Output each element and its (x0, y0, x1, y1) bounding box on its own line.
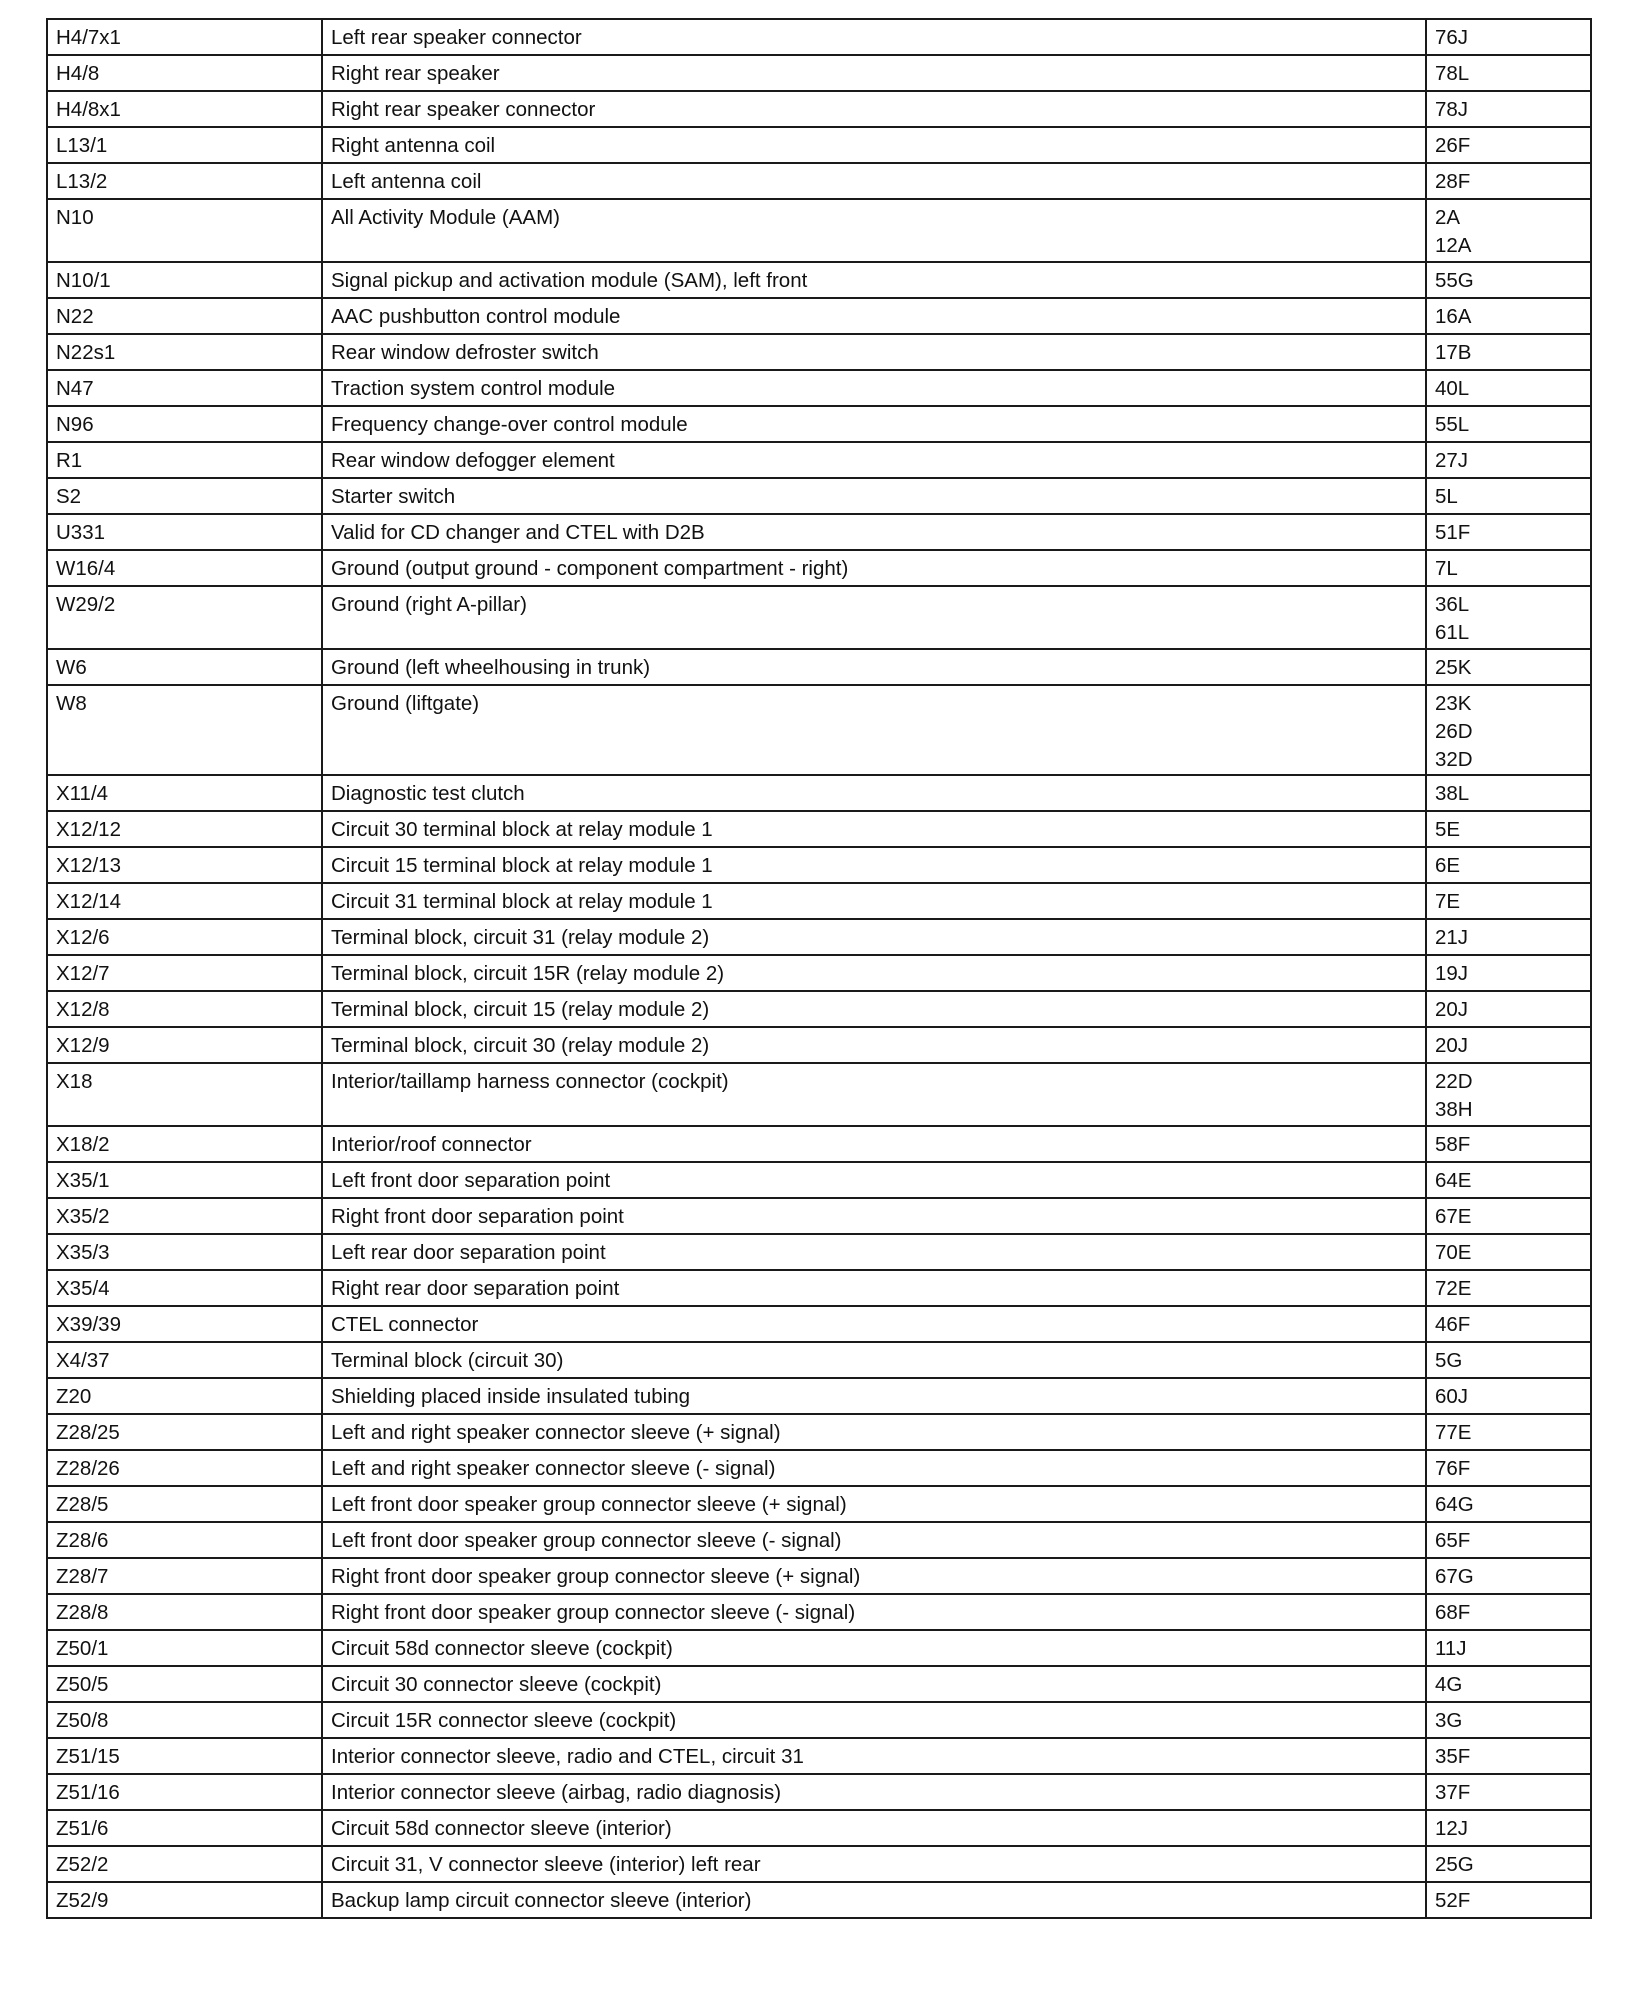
component-code: X35/4 (47, 1270, 322, 1306)
grid-reference-cell (1426, 1162, 1591, 1198)
component-description: Left front door separation point (322, 1162, 1426, 1198)
component-description: Circuit 31 terminal block at relay module 1 (322, 883, 1426, 919)
table-row (47, 1702, 1591, 1738)
grid-reference-cell (1426, 370, 1591, 406)
table-row (47, 811, 1591, 847)
grid-reference-cell (1426, 919, 1591, 955)
table-row (47, 1810, 1591, 1846)
grid-reference-cell (1426, 1198, 1591, 1234)
grid-reference: 20J (1435, 998, 1469, 1021)
table-row (47, 919, 1591, 955)
grid-reference-cell (1426, 586, 1591, 649)
grid-reference: 25G (1435, 1853, 1474, 1876)
component-code: R1 (47, 442, 322, 478)
component-code: X12/14 (47, 883, 322, 919)
grid-reference: 76J (1435, 26, 1469, 49)
grid-reference-cell (1426, 478, 1591, 514)
grid-reference: 61L (1435, 621, 1470, 644)
component-code: X18 (47, 1063, 322, 1126)
component-description: Terminal block (circuit 30) (322, 1342, 1426, 1378)
grid-reference: 35F (1435, 1745, 1471, 1768)
grid-reference: 5L (1435, 485, 1458, 508)
table-row (47, 1594, 1591, 1630)
table-row (47, 1378, 1591, 1414)
table-row (47, 955, 1591, 991)
component-code: Z52/2 (47, 1846, 322, 1882)
component-code: S2 (47, 478, 322, 514)
component-code: N96 (47, 406, 322, 442)
table-row (47, 55, 1591, 91)
table-row (47, 91, 1591, 127)
component-description: Interior/roof connector (322, 1126, 1426, 1162)
component-code: N22 (47, 298, 322, 334)
component-code: W16/4 (47, 550, 322, 586)
component-code: X39/39 (47, 1306, 322, 1342)
grid-reference-cell (1426, 1486, 1591, 1522)
grid-reference: 51F (1435, 521, 1471, 544)
table-row (47, 334, 1591, 370)
table-row (47, 1486, 1591, 1522)
component-description: Left front door speaker group connector sleeve (- signal) (322, 1522, 1426, 1558)
table-row (47, 406, 1591, 442)
grid-reference-cell (1426, 1774, 1591, 1810)
grid-reference-cell (1426, 1846, 1591, 1882)
component-description: Terminal block, circuit 30 (relay module 2) (322, 1027, 1426, 1063)
grid-reference: 19J (1435, 962, 1469, 985)
component-code: N22s1 (47, 334, 322, 370)
component-description: Interior/taillamp harness connector (cockpit) (322, 1063, 1426, 1126)
component-legend (46, 18, 1590, 1919)
component-code: X12/13 (47, 847, 322, 883)
table-row (47, 550, 1591, 586)
table-row (47, 586, 1591, 649)
component-code: X35/2 (47, 1198, 322, 1234)
table-row (47, 127, 1591, 163)
grid-reference: 64G (1435, 1493, 1474, 1516)
grid-reference: 7L (1435, 557, 1458, 580)
grid-reference-cell (1426, 91, 1591, 127)
grid-reference: 28F (1435, 170, 1471, 193)
component-description: Traction system control module (322, 370, 1426, 406)
grid-reference-cell (1426, 1126, 1591, 1162)
grid-reference: 11J (1435, 1637, 1467, 1660)
component-description: Circuit 31, V connector sleeve (interior) left rear (322, 1846, 1426, 1882)
component-description: Terminal block, circuit 15 (relay module 2) (322, 991, 1426, 1027)
grid-reference-cell (1426, 847, 1591, 883)
grid-reference: 67G (1435, 1565, 1474, 1588)
grid-reference: 4G (1435, 1673, 1463, 1696)
grid-reference: 76F (1435, 1457, 1471, 1480)
grid-reference-cell (1426, 649, 1591, 685)
grid-reference-cell (1426, 19, 1591, 55)
table-row (47, 1270, 1591, 1306)
grid-reference-cell (1426, 262, 1591, 298)
component-description: Right antenna coil (322, 127, 1426, 163)
component-code: Z51/15 (47, 1738, 322, 1774)
component-code: H4/8x1 (47, 91, 322, 127)
grid-reference: 17B (1435, 341, 1472, 364)
grid-reference-cell (1426, 991, 1591, 1027)
grid-reference: 20J (1435, 1034, 1469, 1057)
grid-reference: 23K (1435, 692, 1472, 715)
grid-reference: 12A (1435, 234, 1472, 257)
table-row (47, 1558, 1591, 1594)
component-code: N10/1 (47, 262, 322, 298)
grid-reference-cell (1426, 1558, 1591, 1594)
grid-reference-cell (1426, 514, 1591, 550)
component-description: Ground (left wheelhousing in trunk) (322, 649, 1426, 685)
grid-reference: 37F (1435, 1781, 1471, 1804)
component-code: W6 (47, 649, 322, 685)
component-code: Z20 (47, 1378, 322, 1414)
grid-reference-cell (1426, 1630, 1591, 1666)
component-code: Z51/16 (47, 1774, 322, 1810)
table-row (47, 1234, 1591, 1270)
grid-reference: 77E (1435, 1421, 1472, 1444)
grid-reference-cell (1426, 1270, 1591, 1306)
component-code: Z52/9 (47, 1882, 322, 1918)
component-code: X12/8 (47, 991, 322, 1027)
grid-reference-cell (1426, 1063, 1591, 1126)
grid-reference: 32D (1435, 748, 1473, 771)
grid-reference: 60J (1435, 1385, 1469, 1408)
grid-reference: 27J (1435, 449, 1469, 472)
grid-reference: 5E (1435, 818, 1461, 841)
table-row (47, 883, 1591, 919)
component-description: Rear window defroster switch (322, 334, 1426, 370)
grid-reference: 55L (1435, 413, 1470, 436)
grid-reference-cell (1426, 811, 1591, 847)
grid-reference-cell (1426, 406, 1591, 442)
grid-reference-cell (1426, 883, 1591, 919)
component-code: Z50/8 (47, 1702, 322, 1738)
table-row (47, 298, 1591, 334)
grid-reference-cell (1426, 1027, 1591, 1063)
component-description: CTEL connector (322, 1306, 1426, 1342)
grid-reference: 5G (1435, 1349, 1463, 1372)
grid-reference: 46F (1435, 1313, 1471, 1336)
component-description: Valid for CD changer and CTEL with D2B (322, 514, 1426, 550)
grid-reference: 26F (1435, 134, 1471, 157)
component-code: H4/8 (47, 55, 322, 91)
component-description: Backup lamp circuit connector sleeve (interior) (322, 1882, 1426, 1918)
component-description: Left rear door separation point (322, 1234, 1426, 1270)
table-row (47, 370, 1591, 406)
grid-reference: 12J (1435, 1817, 1469, 1840)
component-description: Left and right speaker connector sleeve (+ signal) (322, 1414, 1426, 1450)
component-code: U331 (47, 514, 322, 550)
grid-reference-cell (1426, 1666, 1591, 1702)
component-code: Z28/8 (47, 1594, 322, 1630)
table-row (47, 1126, 1591, 1162)
table-row (47, 1522, 1591, 1558)
component-description: Interior connector sleeve, radio and CTEL, circuit 31 (322, 1738, 1426, 1774)
grid-reference: 25K (1435, 656, 1472, 679)
table-row (47, 1846, 1591, 1882)
grid-reference-cell (1426, 163, 1591, 199)
component-description: Right front door separation point (322, 1198, 1426, 1234)
component-code: X18/2 (47, 1126, 322, 1162)
component-description: Circuit 30 terminal block at relay module 1 (322, 811, 1426, 847)
grid-reference: 58F (1435, 1133, 1471, 1156)
table-row (47, 685, 1591, 775)
table-row (47, 847, 1591, 883)
grid-reference: 67E (1435, 1205, 1472, 1228)
component-description: Rear window defogger element (322, 442, 1426, 478)
component-code: X35/3 (47, 1234, 322, 1270)
component-code: Z28/5 (47, 1486, 322, 1522)
table-row (47, 478, 1591, 514)
component-code: Z50/5 (47, 1666, 322, 1702)
component-description: Left and right speaker connector sleeve (- signal) (322, 1450, 1426, 1486)
component-code: Z28/7 (47, 1558, 322, 1594)
component-code: Z28/26 (47, 1450, 322, 1486)
component-description: Terminal block, circuit 15R (relay module 2) (322, 955, 1426, 991)
grid-reference: 64E (1435, 1169, 1472, 1192)
component-description: Right rear door separation point (322, 1270, 1426, 1306)
component-description: Circuit 15R connector sleeve (cockpit) (322, 1702, 1426, 1738)
grid-reference: 40L (1435, 377, 1470, 400)
table-row (47, 514, 1591, 550)
table-row (47, 163, 1591, 199)
grid-reference: 6E (1435, 854, 1461, 877)
grid-reference: 52F (1435, 1889, 1471, 1912)
grid-reference: 3G (1435, 1709, 1463, 1732)
component-description: Right front door speaker group connector sleeve (- signal) (322, 1594, 1426, 1630)
component-description: Diagnostic test clutch (322, 775, 1426, 811)
component-code: N47 (47, 370, 322, 406)
grid-reference-cell (1426, 1306, 1591, 1342)
grid-reference: 55G (1435, 269, 1474, 292)
grid-reference: 21J (1435, 926, 1469, 949)
table-row (47, 1738, 1591, 1774)
component-description: Circuit 15 terminal block at relay module 1 (322, 847, 1426, 883)
grid-reference-cell (1426, 1594, 1591, 1630)
table-row (47, 1342, 1591, 1378)
table-row (47, 1630, 1591, 1666)
grid-reference-cell (1426, 334, 1591, 370)
component-description: Ground (output ground - component compartment - right) (322, 550, 1426, 586)
grid-reference: 26D (1435, 720, 1473, 743)
component-code: H4/7x1 (47, 19, 322, 55)
component-description: Signal pickup and activation module (SAM), left front (322, 262, 1426, 298)
grid-reference-cell (1426, 442, 1591, 478)
component-description: Left antenna coil (322, 163, 1426, 199)
grid-reference-cell (1426, 1810, 1591, 1846)
component-description: Left rear speaker connector (322, 19, 1426, 55)
table-row (47, 1774, 1591, 1810)
grid-reference: 78L (1435, 62, 1470, 85)
component-description: Shielding placed inside insulated tubing (322, 1378, 1426, 1414)
grid-reference-cell (1426, 1378, 1591, 1414)
grid-reference: 36L (1435, 593, 1470, 616)
component-description: Right rear speaker (322, 55, 1426, 91)
grid-reference: 2A (1435, 206, 1461, 229)
grid-reference-cell (1426, 1702, 1591, 1738)
component-description: Ground (right A-pillar) (322, 586, 1426, 649)
grid-reference-cell (1426, 1414, 1591, 1450)
component-code: L13/1 (47, 127, 322, 163)
component-description: Circuit 58d connector sleeve (interior) (322, 1810, 1426, 1846)
component-code: X12/12 (47, 811, 322, 847)
table-row (47, 262, 1591, 298)
table-row (47, 1063, 1591, 1126)
grid-reference: 38H (1435, 1098, 1473, 1121)
component-code: X12/9 (47, 1027, 322, 1063)
component-code: X4/37 (47, 1342, 322, 1378)
component-code: Z51/6 (47, 1810, 322, 1846)
grid-reference-cell (1426, 55, 1591, 91)
component-code: W8 (47, 685, 322, 775)
component-description: Interior connector sleeve (airbag, radio diagnosis) (322, 1774, 1426, 1810)
component-description: Circuit 30 connector sleeve (cockpit) (322, 1666, 1426, 1702)
grid-reference-cell (1426, 127, 1591, 163)
table-row (47, 1666, 1591, 1702)
component-description: All Activity Module (AAM) (322, 199, 1426, 262)
component-description: AAC pushbutton control module (322, 298, 1426, 334)
grid-reference: 7E (1435, 890, 1461, 913)
grid-reference-cell (1426, 1522, 1591, 1558)
component-legend-table (46, 18, 1592, 1919)
grid-reference-cell (1426, 685, 1591, 775)
grid-reference-cell (1426, 1342, 1591, 1378)
grid-reference-cell (1426, 1882, 1591, 1918)
component-description: Ground (liftgate) (322, 685, 1426, 775)
grid-reference: 70E (1435, 1241, 1472, 1264)
component-description: Terminal block, circuit 31 (relay module 2) (322, 919, 1426, 955)
table-row (47, 1882, 1591, 1918)
grid-reference: 68F (1435, 1601, 1471, 1624)
table-row (47, 775, 1591, 811)
grid-reference: 72E (1435, 1277, 1472, 1300)
grid-reference-cell (1426, 1234, 1591, 1270)
grid-reference-cell (1426, 1450, 1591, 1486)
table-row (47, 1027, 1591, 1063)
component-code: Z28/6 (47, 1522, 322, 1558)
component-code: X35/1 (47, 1162, 322, 1198)
component-description: Circuit 58d connector sleeve (cockpit) (322, 1630, 1426, 1666)
grid-reference: 65F (1435, 1529, 1471, 1552)
legend-table-body (47, 19, 1591, 1918)
component-description: Right front door speaker group connector sleeve (+ signal) (322, 1558, 1426, 1594)
table-row (47, 1162, 1591, 1198)
table-row (47, 1198, 1591, 1234)
grid-reference: 78J (1435, 98, 1469, 121)
table-row (47, 991, 1591, 1027)
component-description: Left front door speaker group connector sleeve (+ signal) (322, 1486, 1426, 1522)
table-row (47, 1306, 1591, 1342)
grid-reference-cell (1426, 298, 1591, 334)
table-row (47, 1414, 1591, 1450)
component-description: Starter switch (322, 478, 1426, 514)
component-code: X12/6 (47, 919, 322, 955)
component-code: N10 (47, 199, 322, 262)
table-row (47, 19, 1591, 55)
table-row (47, 199, 1591, 262)
grid-reference-cell (1426, 775, 1591, 811)
component-code: L13/2 (47, 163, 322, 199)
component-description: Frequency change-over control module (322, 406, 1426, 442)
component-code: X11/4 (47, 775, 322, 811)
component-code: X12/7 (47, 955, 322, 991)
grid-reference-cell (1426, 199, 1591, 262)
grid-reference: 16A (1435, 305, 1472, 328)
grid-reference: 38L (1435, 782, 1470, 805)
component-code: W29/2 (47, 586, 322, 649)
component-code: Z28/25 (47, 1414, 322, 1450)
component-code: Z50/1 (47, 1630, 322, 1666)
component-description: Right rear speaker connector (322, 91, 1426, 127)
grid-reference-cell (1426, 955, 1591, 991)
grid-reference-cell (1426, 1738, 1591, 1774)
grid-reference: 22D (1435, 1070, 1473, 1093)
table-row (47, 649, 1591, 685)
grid-reference-cell (1426, 550, 1591, 586)
table-row (47, 1450, 1591, 1486)
table-row (47, 442, 1591, 478)
